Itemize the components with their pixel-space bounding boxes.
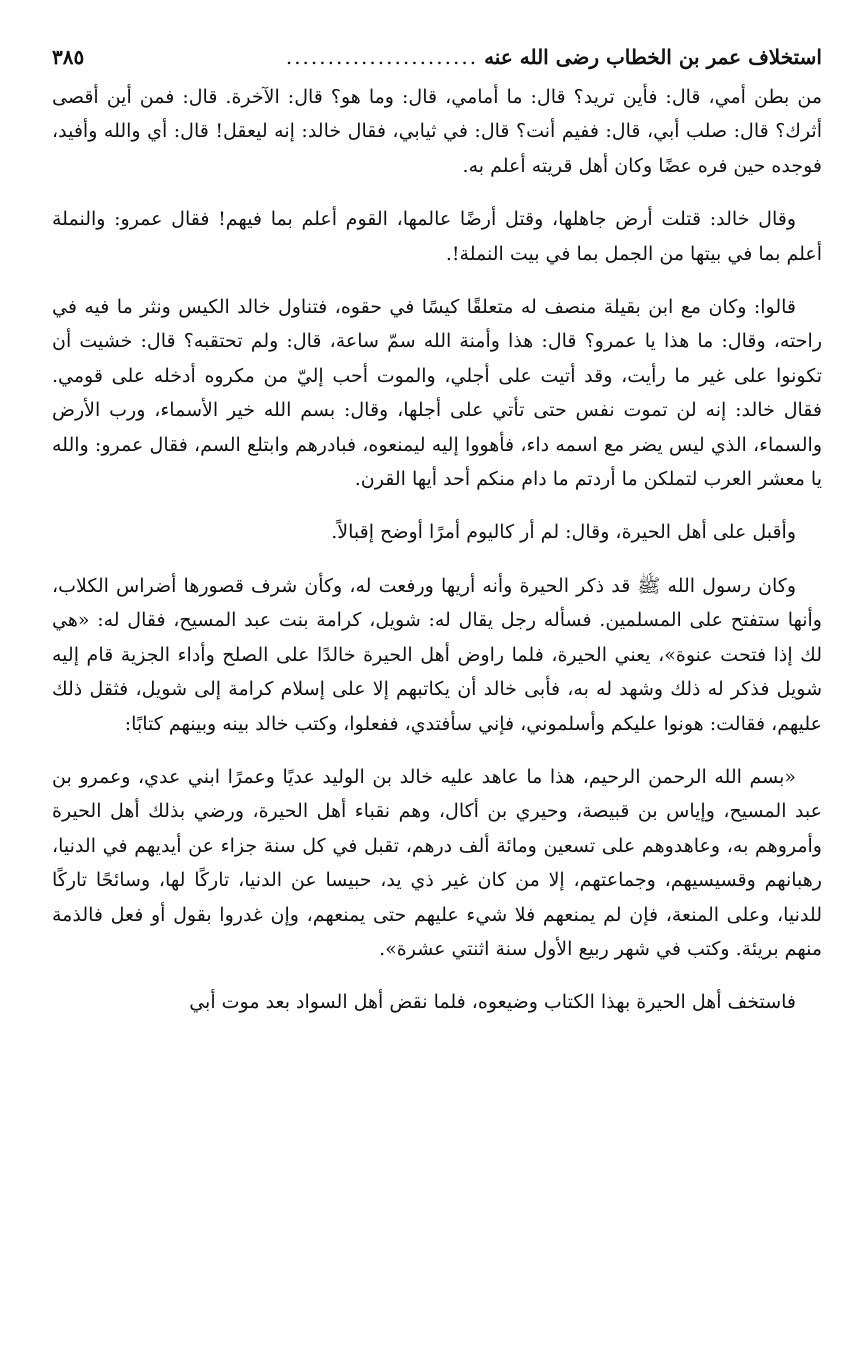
running-header <box>52 38 822 76</box>
treaty-quote: «بسم الله الرحمن الرحيم، هذا ما عاهد عليه خالد بن الوليد عديًا وعمرًا ابني عدي، وعمرو بن عبد المسيح، وإياس بن قبيصة، وحيري بن أكال، وهم نقباء أهل الحيرة، ورضي بذلك أهل الحيرة وأمروهم به، وعاهدوهم على تسعين ومائة ألف درهم، تقبل في كل سنة جزاء عن أيديهم في الدنيا، رهبانهم وقسيسيهم، وجماعتهم، إلا من كان غير ذي يد، حبيسا عن الدنيا، تاركًا لها، وسائحًا تاركًا للدنيا، وعلى المنعة، فإن لم يمنعهم فلا شيء عليهم حتى يمنعهم، وإن غدروا بقول أو فعل فالذمة منهم بريئة. وكتب في شهر ربيع الأول سنة اثنتي عشرة». <box>52 765 822 960</box>
paragraph: وكان رسول الله ﷺ قد ذكر الحيرة وأنه أريها ورفعت له، وكأن شرف قصورها أضراس الكلاب، وأنها ستفتح على المسلمين. فسأله رجل يقال له: شويل، كرامة بنت عبد المسيح، فقال له: «هي لك إذا فتحت عنوة»، يعني الحيرة، فلما راوض أهل الحيرة خالدًا على الصلح وأداء الجزية قام إليه شويل فذكر له ذلك وشهد له به، فأبى خالد أن يكاتبهم إلا على إسلام كرامة إلى شويل، فثقل ذلك عليهم، فقالت: هونوا عليكم وأسلموني، فإني سأفتدي، ففعلوا، وكتب خالد بينه وبينهم كتابًا: <box>52 574 822 735</box>
paragraph: وقال خالد: قتلت أرض جاهلها، وقتل أرضًا عالمها، القوم أعلم بما فيهم! فقال عمرو: والنملة أعلم بما في بيتها من الجمل بما في بيت النملة!. <box>52 208 822 265</box>
paragraph: وأقبل على أهل الحيرة، وقال: لم أر كاليوم أمرًا أوضح إقبالاً. <box>331 521 796 544</box>
paragraph: من بطن أمي، قال: فأين تريد؟ قال: ما أمامي، قال: وما هو؟ قال: الآخرة. قال: فمن أين أقصى أثرك؟ قال: صلب أبي، قال: ففيم أنت؟ قال: في ثيابي، فقال خالد: إنه ليعقل! قال: أي والله وأفيد، فوجده حين فره عضًا وكان أهل قريته أعلم به. <box>52 86 822 177</box>
chapter-title: استخلاف عمر بن الخطاب رضى الله عنه <box>484 45 822 69</box>
paragraph: قالوا: وكان مع ابن بقيلة منصف له متعلقًا كيسًا في حقوه، فتناول خالد الكيس ونثر ما فيه في راحته، وقال: ما هذا يا عمرو؟ قال: هذا وأمنة الله سمّ ساعة، قال: ولم تحتقبه؟ قال: خشيت أن تكونوا على غير ما رأيت، وقد أتيت على أجلي، والموت أحب إليّ من مكروه أدخله على قومي. فقال خالد: إنه لن تموت نفس حتى تأتي على أجلها، وقال: بسم الله خير الأسماء، ورب الأرض والسماء، الذي ليس يضر مع اسمه داء، فأهووا إليه ليمنعوه، فبادرهم وابتلع السم، فقال عمرو: والله يا معشر العرب لتملكن ما أردتم ما دام منكم أحد أيها القرن. <box>52 296 822 491</box>
book-page <box>52 38 822 1020</box>
paragraph: فاستخف أهل الحيرة بهذا الكتاب وضيعوه، فلما نقض أهل السواد بعد موت أبي <box>189 991 796 1014</box>
header-leader-dots: ....................... <box>285 45 479 69</box>
page-number: ٣٨٥ <box>52 45 85 69</box>
